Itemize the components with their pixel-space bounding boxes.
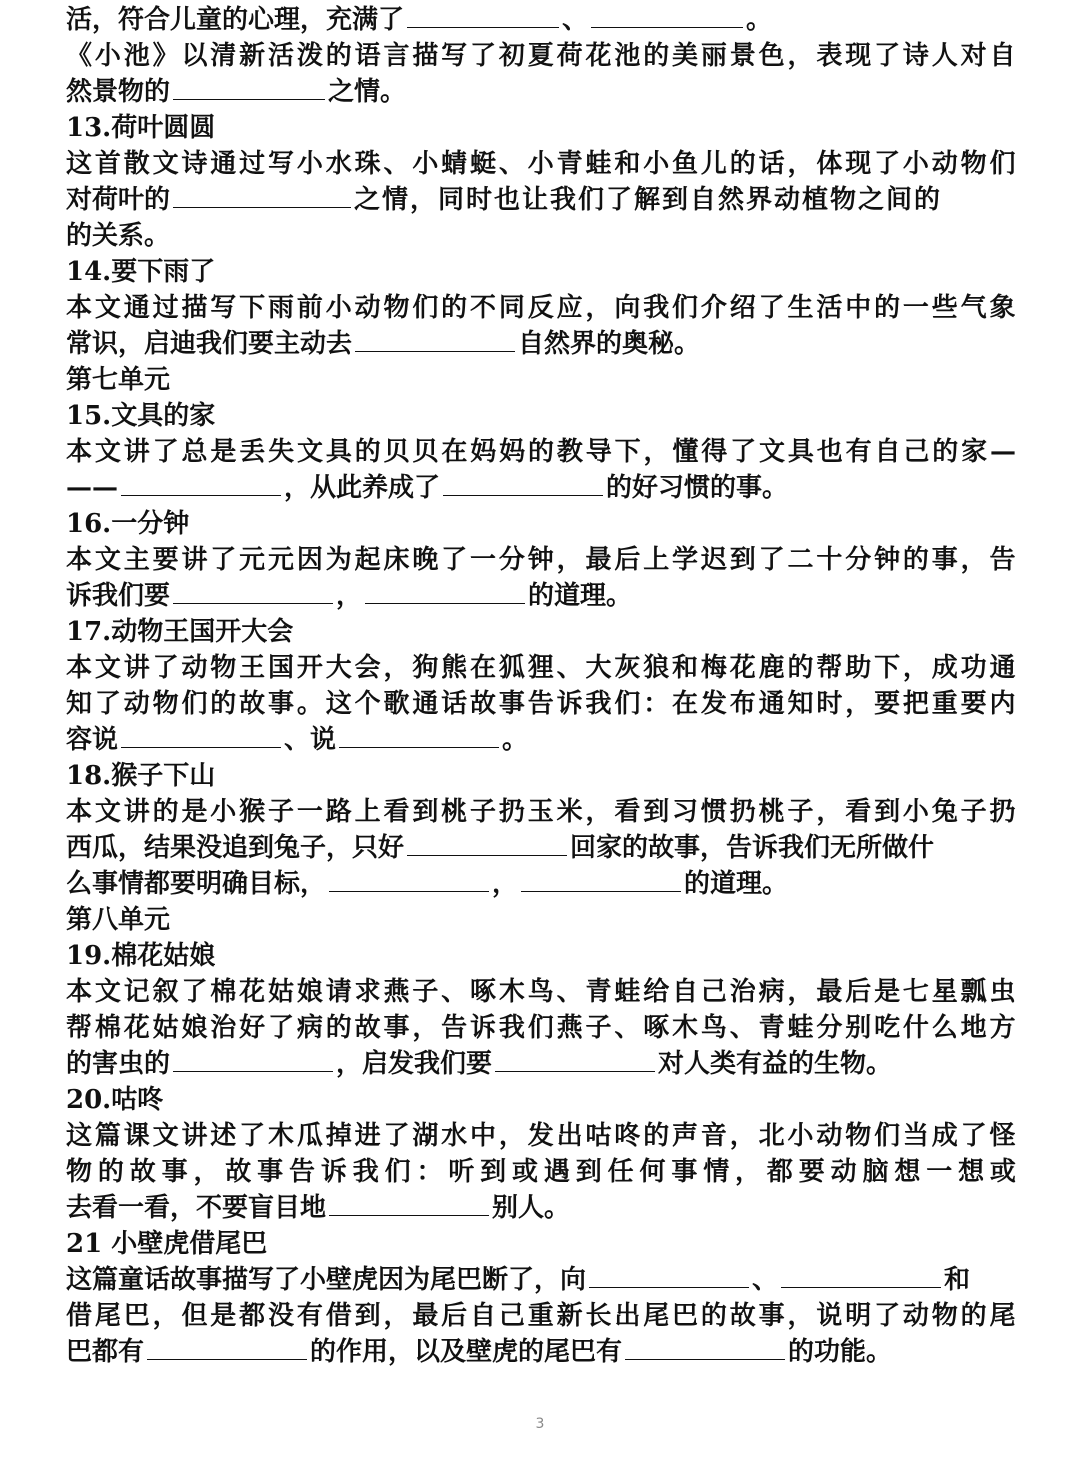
fill-blank [355, 327, 515, 352]
fill-blank [407, 831, 567, 856]
text-line: 的害虫的 ，启发我们要 对人类有益的生物。 [66, 1049, 893, 1079]
text-line: 本 文 主 要 讲 了 元 元 因 为 起 床 晚 了 一 分 钟 ， 最 后 上 学 迟 到 了 二 十 分 钟 的 事 ， 告 [66, 545, 1016, 575]
fill-blank [495, 1047, 655, 1072]
fill-blank [173, 579, 333, 604]
section-heading: 15.文具的家 [66, 401, 216, 431]
unit-heading: 第七单元 [66, 365, 171, 395]
fill-blank [121, 471, 281, 496]
text-line: 《 小 池 》 以 清 新 活 泼 的 语 言 描 写 了 初 夏 荷 花 池 的 美 丽 景 色 ， 表 现 了 诗 人 对 自 [66, 41, 1016, 71]
text-line: 这 首 散 文 诗 通 过 写 小 水 珠 、 小 蜻 蜓 、 小 青 蛙 和 小 鱼 儿 的 话 ， 体 现 了 小 动 物 们 [66, 149, 1016, 179]
section-heading: 20.咕咚 [66, 1085, 164, 1115]
text-line: 对荷叶的 之情，同时也让我们了解到自然界动植物之间的 [66, 185, 943, 215]
text-line: 这篇童话故事描写了小壁虎因为尾巴断了，向 、 和 [66, 1265, 971, 1295]
section-heading: 19.棉花姑娘 [66, 941, 216, 971]
text-line: 物 的 故 事 ， 故 事 告 诉 我 们 ： 听 到 或 遇 到 任 何 事 情 ， 都 要 动 脑 想 一 想 或 [66, 1157, 1016, 1187]
text-line: 知 了 动 物 们 的 故 事 。 这 个 歌 通 话 故 事 告 诉 我 们 ： 在 发 布 通 知 时 ， 要 把 重 要 内 [66, 689, 1016, 719]
fill-blank [443, 471, 603, 496]
fill-blank [173, 75, 325, 100]
fill-blank [329, 867, 489, 892]
text-line: 本 文 讲 的 是 小 猴 子 一 路 上 看 到 桃 子 扔 玉 米 ， 看 到 习 惯 扔 桃 子 ， 看 到 小 兔 子 扔 [66, 797, 1016, 827]
section-heading: 14.要下雨了 [66, 257, 216, 287]
fill-blank [521, 867, 681, 892]
unit-heading: 第八单元 [66, 905, 171, 935]
text-line: 本 文 讲 了 总 是 丢 失 文 具 的 贝 贝 在 妈 妈 的 教 导 下 ， 懂 得 了 文 具 也 有 自 己 的 家 — [66, 437, 1016, 467]
text-line: 容说 、说 。 [66, 725, 529, 755]
fill-blank [173, 1047, 333, 1072]
text-line: 巴都有 的作用，以及壁虎的尾巴有 的功能。 [66, 1337, 893, 1367]
text-line: 的关系。 [66, 221, 171, 251]
text-line: 帮 棉 花 姑 娘 治 好 了 病 的 故 事 ， 告 诉 我 们 燕 子 、 啄 木 鸟 、 青 蛙 分 别 吃 什 么 地 方 [66, 1013, 1016, 1043]
fill-blank [589, 1263, 749, 1288]
text-line: 这 篇 课 文 讲 述 了 木 瓜 掉 进 了 湖 水 中 ， 发 出 咕 咚 的 声 音 ， 北 小 动 物 们 当 成 了 怪 [66, 1121, 1016, 1151]
text-line: 西瓜，结果没追到兔子，只好 回家的故事，告诉我们无所做什 [66, 833, 935, 863]
text-line: 活，符合儿童的心理，充满了 、 。 [66, 5, 773, 35]
text-line: —— ，从此养成了 的好习惯的事。 [66, 473, 789, 503]
fill-blank [173, 183, 351, 208]
text-line: 么事情都要明确目标， ， 的道理。 [66, 869, 789, 899]
fill-blank [407, 3, 559, 28]
text-line: 本 文 记 叙 了 棉 花 姑 娘 请 求 燕 子 、 啄 木 鸟 、 青 蛙 给 自 己 治 病 ， 最 后 是 七 星 瓢 虫 [66, 977, 1016, 1007]
text-line: 然景物的 之情。 [66, 77, 407, 107]
section-heading: 13.荷叶圆圆 [66, 113, 216, 143]
fill-blank [591, 3, 743, 28]
section-heading: 16.一分钟 [66, 509, 190, 539]
fill-blank [365, 579, 525, 604]
text-line: 本 文 讲 了 动 物 王 国 开 大 会 ， 狗 熊 在 狐 狸 、 大 灰 狼 和 梅 花 鹿 的 帮 助 下 ， 成 功 通 [66, 653, 1016, 683]
fill-blank [625, 1335, 785, 1360]
text-line: 去看一看，不要盲目地 别人。 [66, 1193, 571, 1223]
page-number: 3 [535, 1416, 545, 1432]
fill-blank [781, 1263, 941, 1288]
section-heading: 21 小壁虎借尾巴 [66, 1229, 268, 1259]
text-line: 常识，启迪我们要主动去 自然界的奥秘。 [66, 329, 701, 359]
text-line: 借 尾 巴 ， 但 是 都 没 有 借 到 ， 最 后 自 己 重 新 长 出 尾 巴 的 故 事 ， 说 明 了 动 物 的 尾 [66, 1301, 1016, 1331]
text-line: 本 文 通 过 描 写 下 雨 前 小 动 物 们 的 不 同 反 应 ， 向 我 们 介 绍 了 生 活 中 的 一 些 气 象 [66, 293, 1016, 323]
fill-blank [121, 723, 281, 748]
section-heading: 17.动物王国开大会 [66, 617, 294, 647]
text-line: 诉我们要 ， 的道理。 [66, 581, 633, 611]
fill-blank [329, 1191, 489, 1216]
fill-blank [339, 723, 499, 748]
fill-blank [147, 1335, 307, 1360]
section-heading: 18.猴子下山 [66, 761, 216, 791]
